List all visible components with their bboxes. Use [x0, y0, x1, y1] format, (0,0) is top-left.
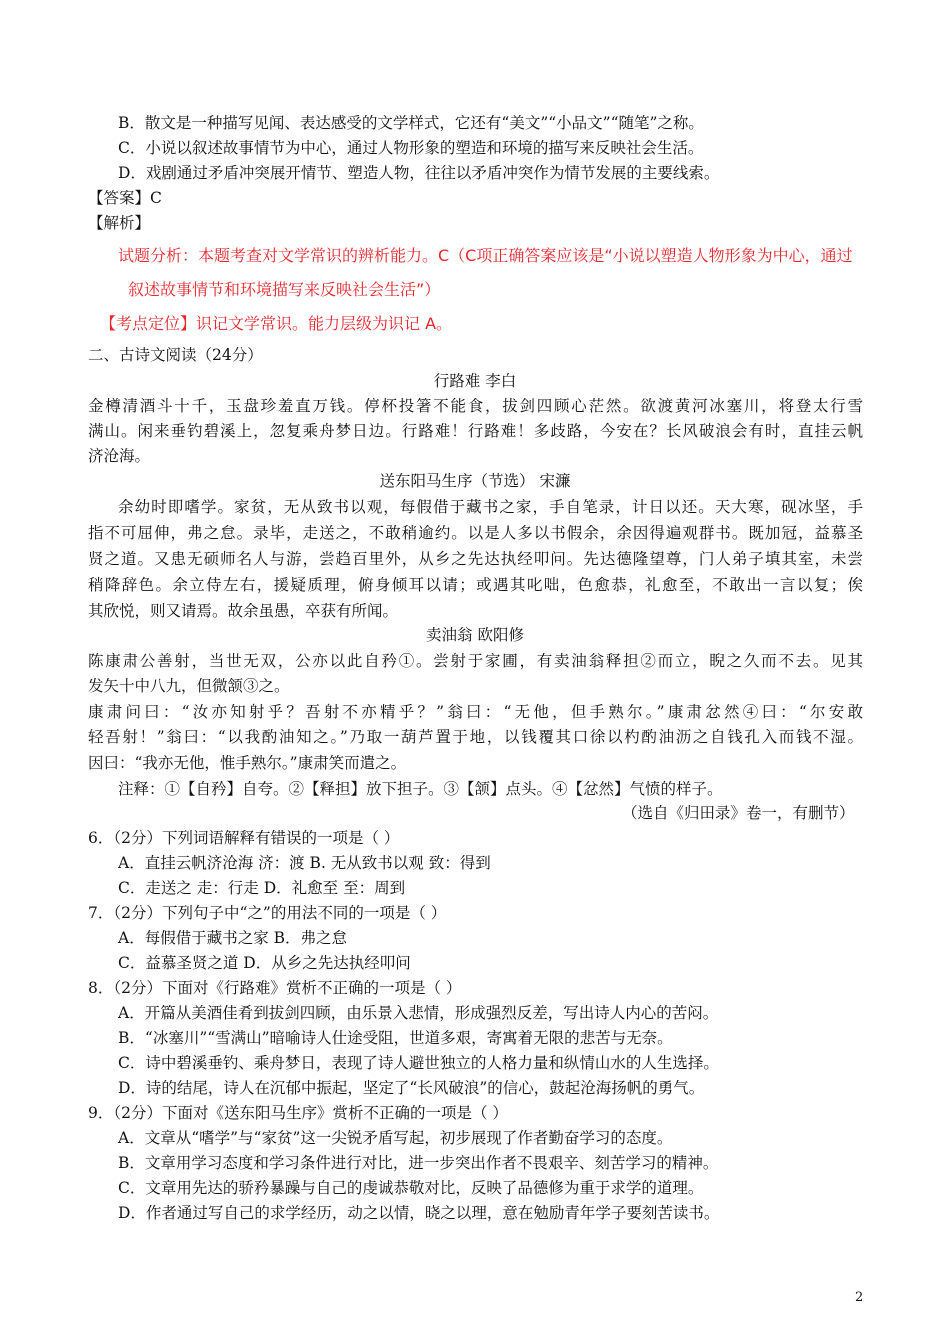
key-point: 【考点定位】识记文学常识。能力层级为识记 A。 [100, 314, 453, 333]
option-b-prev: B．散文是一种描写见闻、表达感受的文学样式，它还有“美文”“小品文”“随笔”之称。 [118, 114, 704, 132]
prose-line: 陈康肃公善射，当世无双，公亦以此自矜①。尝射于家圃，有卖油翁释担②而立，睨之久而不去。见其 [88, 652, 863, 670]
option-c-prev: C．小说以叙述故事情节为中心，通过人物形象的塑造和环境的描写来反映社会生活。 [118, 139, 704, 157]
question-8: 8．（2分）下面对《行路难》赏析不正确的一项是（ ） [88, 979, 462, 997]
question-7-options-cd: C．益慕圣贤之道 D．从乡之先达执经叩问 [118, 954, 411, 972]
question-9: 9．（2分）下面对《送东阳马生序》赏析不正确的一项是（ ） [88, 1104, 508, 1122]
prose-line: 轻吾射！”翁曰：“以我酌油知之。”乃取一葫芦置于地，以钱覆其口徐以杓酌油沥之自钱孔入而钱不湿。 [88, 728, 863, 746]
prose-line: 贤之道。又患无硕师名人与游，尝趋百里外，从乡之先达执经叩问。先达德隆望尊，门人弟子填其室，未尝 [88, 550, 863, 568]
prose-line: 发矢十中八九，但微颔③之。 [88, 677, 290, 695]
prose-line: 余幼时即嗜学。家贫，无从致书以观，每假借于藏书之家，手自笔录，计日以还。天大寒，砚冰坚，手 [118, 498, 863, 516]
analysis-label: 【解析】 [88, 214, 151, 232]
question-9-option-d: D．作者通过写自己的求学经历，动之以情，晓之以理，意在勉励青年学子要刻苦读书。 [118, 1204, 720, 1222]
question-8-option-d: D．诗的结尾，诗人在沉郁中振起，坚定了“长风破浪”的信心，鼓起沧海扬帆的勇气。 [118, 1079, 705, 1097]
question-9-option-b: B．文章用学习态度和学习条件进行对比，进一步突出作者不畏艰辛、刻苦学习的精神。 [118, 1154, 719, 1172]
poem-line: 济沧海。 [88, 447, 151, 465]
poem-line: 金樽清酒斗十千，玉盘珍羞直万钱。停杯投箸不能食，拔剑四顾心茫然。欲渡黄河冰塞川，将登太行雪 [88, 397, 863, 415]
question-7-options-ab: A．每假借于藏书之家 B．弗之怠 [118, 929, 348, 947]
prose-title-3: 卖油翁 欧阳修 [426, 626, 524, 644]
question-7: 7．（2分）下列句子中“之”的用法不同的一项是（ ） [88, 904, 447, 922]
section-heading: 二、古诗文阅读（24分） [88, 346, 263, 364]
poem-title-1: 行路难 李白 [433, 372, 517, 390]
prose-line: 因曰：“我亦无他，惟手熟尔。”康肃笑而遣之。 [88, 754, 407, 772]
question-9-option-a: A．文章从“嗜学”与“家贫”这一尖锐矛盾写起，初步展现了作者勤奋学习的态度。 [118, 1129, 673, 1147]
poem-line: 满山。闲来垂钓碧溪上，忽复乘舟梦日边。行路难！行路难！多歧路，今安在？长风破浪会有时，直挂云帆 [88, 422, 863, 440]
question-6-options-ab: A．直挂云帆济沧海 济：渡 B. 无从致书以观 致：得到 [118, 854, 491, 872]
question-9-option-c: C．文章用先达的骄矜暴躁与自己的虔诚恭敬对比，反映了品德修为重于求学的道理。 [118, 1179, 704, 1197]
analysis-text-2: 叙述故事情节和环境描写来反映社会生活”） [128, 280, 441, 299]
question-8-option-a: A．开篇从美酒佳肴到拔剑四顾，由乐景入悲情，形成强烈反差，写出诗人内心的苦闷。 [118, 1004, 719, 1022]
answer-label: 【答案】C [88, 189, 162, 207]
page-number: 2 [855, 1290, 864, 1305]
prose-line: 指不可屈伸，弗之怠。录毕，走送之，不敢稍逾约。以是人多以书假余，余因得遍观群书。既加冠，益慕圣 [88, 524, 863, 542]
prose-line: 其欣悦，则又请焉。故余虽愚，卒获有所闻。 [88, 602, 399, 620]
prose-line: 康肃问曰：“汝亦知射乎？吾射不亦精乎？”翁曰：“无他，但手熟尔。”康肃忿然④曰：“尔安敢 [88, 703, 863, 721]
analysis-text-1: 试题分析：本题考查对文学常识的辨析能力。C（C项正确答案应该是“小说以塑造人物形象为中心，通过 [118, 246, 853, 265]
annotation-note: 注释：①【自矜】自夸。②【释担】放下担子。③【颔】点头。④【忿然】气愤的样子。 [118, 780, 723, 798]
question-8-option-c: C．诗中碧溪垂钓、乘舟梦日，表现了诗人避世独立的人格力量和纵情山水的人生选择。 [118, 1054, 719, 1072]
question-6-options-cd: C．走送之 走：行走 D．礼愈至 至：周到 [118, 879, 406, 897]
prose-title-2: 送东阳马生序（节选） 宋濂 [379, 472, 571, 490]
option-d-prev: D．戏剧通过矛盾冲突展开情节、塑造人物，往往以矛盾冲突作为情节发展的主要线索。 [118, 164, 720, 182]
question-8-option-b: B．“冰塞川”“雪满山”暗喻诗人仕途受阻，世道多艰，寄寓着无限的悲苦与无奈。 [118, 1029, 673, 1047]
question-6: 6．（2分）下列词语解释有错误的一项是（ ） [88, 829, 400, 847]
prose-line: 稍降辞色。余立侍左右，援疑质理，俯身倾耳以请；或遇其叱咄，色愈恭，礼愈至，不敢出一言以复；俟 [88, 576, 863, 594]
source-note: （选自《归田录》卷一，有删节） [622, 804, 855, 822]
